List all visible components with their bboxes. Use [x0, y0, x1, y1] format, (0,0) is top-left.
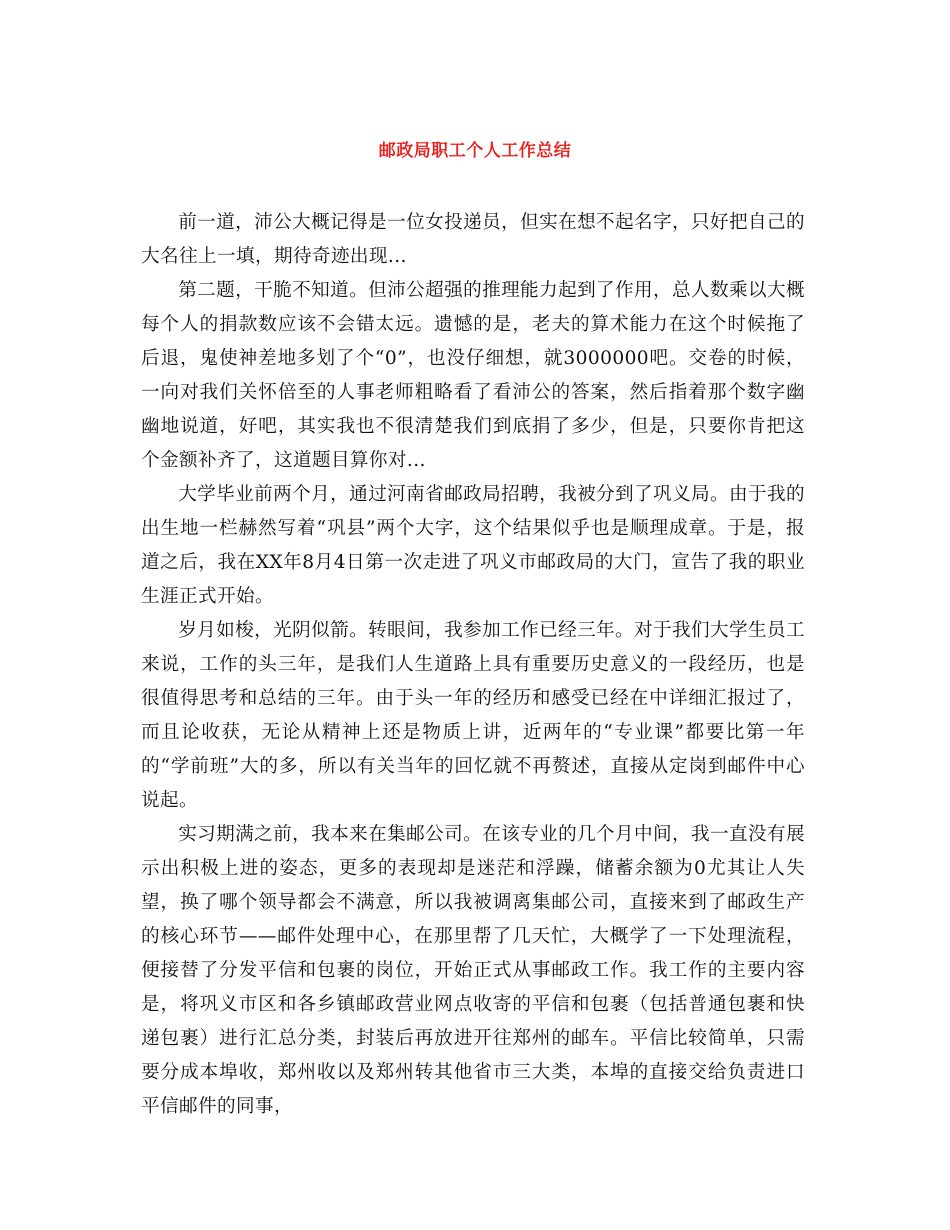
paragraph-2: 第二题，干脆不知道。但沛公超强的推理能力起到了作用，总人数乘以大概每个人的捐款数应该不会错太远。遗憾的是，老夫的算术能力在这个时候拖了后退，鬼使神差地多划了个“0”，也没仔细想，就3000000吧。交卷的时候，一向对我们关怀倍至的人事老师粗略看了看沛公的答案，然后指着那个数字幽幽地说道，好吧，其实我也不很清楚我们到底捐了多少，但是，只要你肯把这个金额补齐了，这道题目算你对... [141, 280, 805, 471]
document-body [141, 206, 805, 1124]
paragraph-3: 大学毕业前两个月，通过河南省邮政局招聘，我被分到了巩义局。由于我的出生地一栏赫然写着“巩县”两个大字，这个结果似乎也是顺理成章。于是，报道之后，我在XX年8月4日第一次走进了巩义市邮政局的大门，宣告了我的职业生涯正式开始。 [141, 484, 805, 607]
paragraph-1: 前一道，沛公大概记得是一位女投递员，但实在想不起名字，只好把自己的大名往上一填，期待奇迹出现... [141, 212, 805, 267]
document-title: 邮政局职工个人工作总结 [378, 141, 572, 161]
paragraph-4: 岁月如梭，光阴似箭。转眼间，我参加工作已经三年。对于我们大学生员工来说，工作的头三年，是我们人生道路上具有重要历史意义的一段经历，也是很值得思考和总结的三年。由于头一年的经历和感受已经在中详细汇报过了，而且论收获，无论从精神上还是物质上讲，近两年的“专业课”都要比第一年的“学前班”大的多，所以有关当年的回忆就不再赘述，直接从定岗到邮件中心说起。 [141, 620, 805, 811]
paragraph-5: 实习期满之前，我本来在集邮公司。在该专业的几个月中间，我一直没有展示出积极上进的姿态，更多的表现却是迷茫和浮躁，储蓄余额为0尤其让人失望，换了哪个领导都会不满意，所以我被调离集邮公司，直接来到了邮政生产的核心环节——邮件处理中心，在那里帮了几天忙，大概学了一下处理流程，便接替了分发平信和包裹的岗位，开始正式从事邮政工作。我工作的主要内容是，将巩义市区和各乡镇邮政营业网点收寄的平信和包裹（包括普通包裹和快递包裹）进行汇总分类，封装后再放进开往郑州的邮车。平信比较简单，只需要分成本埠收，郑州收以及郑州转其他省市三大类，本埠的直接交给负责进口平信邮件的同事， [141, 824, 805, 1117]
